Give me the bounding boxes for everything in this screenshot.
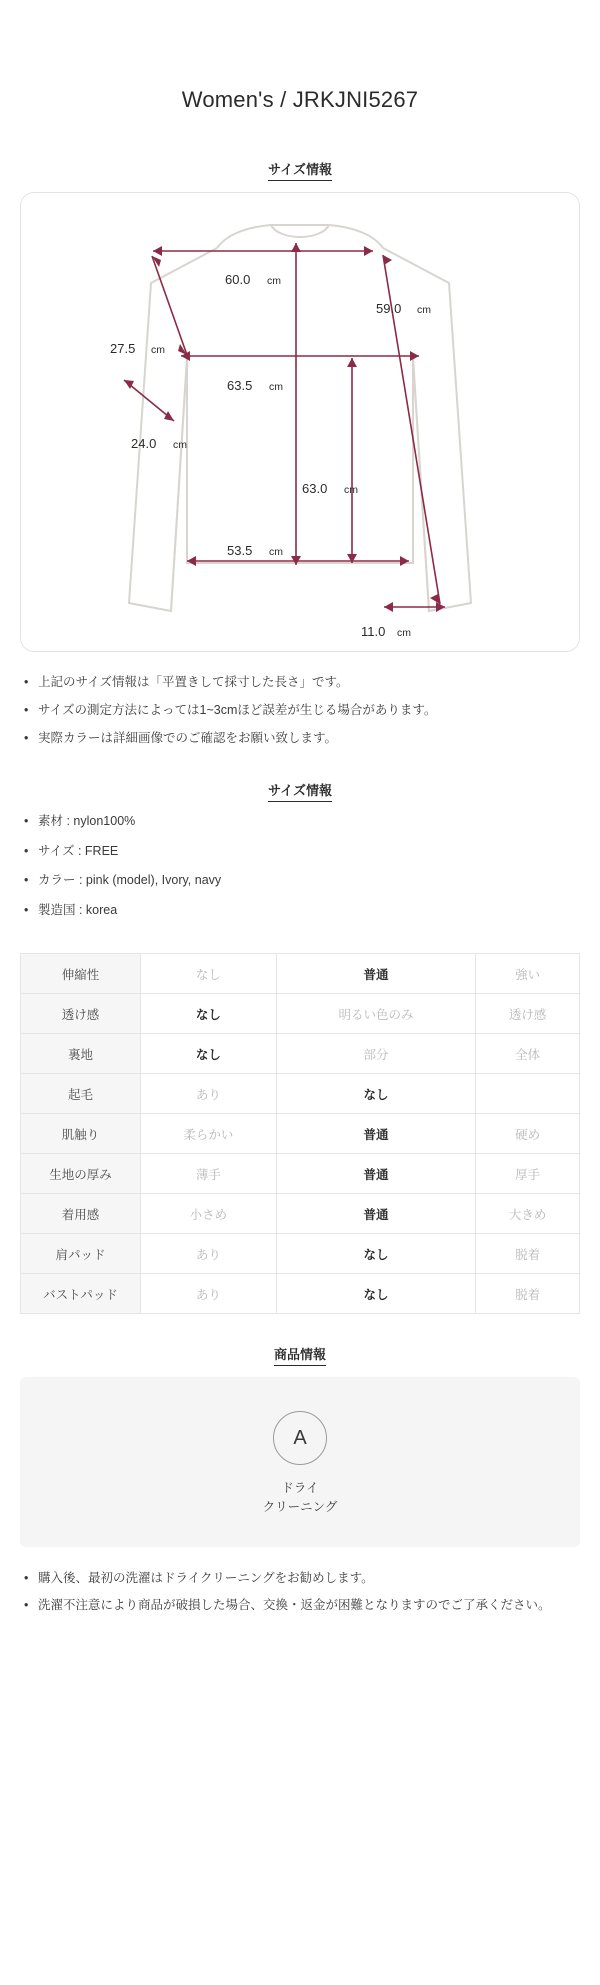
spec-option: あり <box>141 1074 277 1114</box>
dim-cuff-unit: cm <box>397 627 411 640</box>
table-row <box>21 954 580 994</box>
spec-row-label: 透け感 <box>21 994 141 1034</box>
table-row <box>21 1274 580 1314</box>
spec-option: 強い <box>476 954 580 994</box>
dim-hem-value: 53.5 <box>227 543 253 559</box>
spec-option: 普通 <box>276 1154 476 1194</box>
list-item: • 洗濯不注意により商品が破損した場合、交換・返金が困難となりますのでご了承ください。 <box>20 1596 580 1615</box>
page-root <box>0 15 600 1664</box>
list-item: • 製造国 : korea <box>20 902 580 920</box>
spec-row-label: 起毛 <box>21 1074 141 1114</box>
table-row <box>21 994 580 1034</box>
dimension-labels <box>110 272 431 639</box>
page-title: Women's / JRKJNI5267 <box>181 86 419 112</box>
list-item: • 実際カラーは詳細画像でのご確認をお願い致します。 <box>20 730 580 747</box>
spec-option: 明るい色のみ <box>276 994 476 1034</box>
size-section-heading-text: サイズ情報 <box>268 162 332 181</box>
detail-section-heading-text: サイズ情報 <box>268 783 332 802</box>
spec-row-label: 着用感 <box>21 1194 141 1234</box>
spec-option: 普通 <box>276 1114 476 1154</box>
detail-section-heading <box>20 758 580 813</box>
spec-row-label: 生地の厚み <box>21 1154 141 1194</box>
spec-option: 小さめ <box>141 1194 277 1234</box>
spec-row-label: バストパッド <box>21 1274 141 1314</box>
spec-row-label: 裏地 <box>21 1034 141 1074</box>
size-section-heading <box>20 137 580 192</box>
list-item: • サイズ : FREE <box>20 843 580 861</box>
detail-info-list <box>20 813 580 945</box>
table-row <box>21 1194 580 1234</box>
spec-row-label: 肌触り <box>21 1114 141 1154</box>
product-info-heading-text: 商品情報 <box>274 1347 326 1366</box>
care-label-line1: ドライ <box>281 1481 319 1496</box>
spec-option: 厚手 <box>476 1154 580 1194</box>
list-item: • 上記のサイズ情報は「平置きして採寸した長さ」です。 <box>20 674 580 691</box>
spec-option: なし <box>276 1074 476 1114</box>
dim-shoulder-value: 60.0 <box>225 272 251 288</box>
spec-option: なし <box>141 1034 277 1074</box>
dim-length-unit: cm <box>344 484 358 497</box>
table-row <box>21 1074 580 1114</box>
dim-chest-value: 63.5 <box>227 378 253 394</box>
table-row <box>21 1114 580 1154</box>
table-row <box>21 1034 580 1074</box>
size-diagram <box>20 192 580 652</box>
dim-armhole-value: 27.5 <box>110 341 136 357</box>
dim-length-value: 63.0 <box>302 481 328 497</box>
list-item: • 素材 : nylon100% <box>20 813 580 831</box>
care-label <box>20 1479 580 1517</box>
list-item: • 購入後、最初の洗濯はドライクリーニングをお勧めします。 <box>20 1569 580 1588</box>
garment-outline <box>129 225 471 611</box>
care-instruction-box <box>20 1377 580 1547</box>
spec-option: 硬め <box>476 1114 580 1154</box>
spec-option: 普通 <box>276 1194 476 1234</box>
table-row <box>21 1154 580 1194</box>
circle-a-icon-letter: A <box>293 1426 307 1449</box>
garment-diagram-svg <box>21 193 579 651</box>
dim-upper-sleeve-value: 24.0 <box>131 436 157 452</box>
product-info-heading <box>20 1322 580 1377</box>
spec-option: なし <box>276 1274 476 1314</box>
circle-a-icon <box>273 1411 327 1465</box>
spec-option: あり <box>141 1274 277 1314</box>
spec-option: なし <box>141 954 277 994</box>
size-notes-list <box>20 670 580 747</box>
care-footnotes-list <box>20 1563 580 1665</box>
spec-option: 部分 <box>276 1034 476 1074</box>
spec-option: 大きめ <box>476 1194 580 1234</box>
spec-option: 柔らかい <box>141 1114 277 1154</box>
dim-sleeve-unit: cm <box>417 304 431 317</box>
spec-option: 透け感 <box>476 994 580 1034</box>
dim-shoulder-unit: cm <box>267 275 281 288</box>
dim-cuff-value: 11.0 <box>361 624 386 640</box>
spec-option <box>476 1074 580 1114</box>
spec-option: なし <box>141 994 277 1034</box>
spec-option: なし <box>276 1234 476 1274</box>
dim-sleeve-value: 59.0 <box>376 301 402 317</box>
dim-hem-unit: cm <box>269 546 283 559</box>
list-item: • カラー : pink (model), Ivory, navy <box>20 872 580 890</box>
list-item: • サイズの測定方法によっては1~3cmほど誤差が生じる場合があります。 <box>20 702 580 719</box>
spec-row-label: 肩パッド <box>21 1234 141 1274</box>
care-label-line2: クリーニング <box>262 1499 338 1514</box>
spec-option: 薄手 <box>141 1154 277 1194</box>
dim-chest-unit: cm <box>269 381 283 394</box>
spec-row-label: 伸縮性 <box>21 954 141 994</box>
table-row <box>21 1234 580 1274</box>
spec-option: 脱着 <box>476 1274 580 1314</box>
dim-armhole-unit: cm <box>151 344 165 357</box>
spec-option: 普通 <box>276 954 476 994</box>
spec-option: あり <box>141 1234 277 1274</box>
spec-option: 全体 <box>476 1034 580 1074</box>
spec-option: 脱着 <box>476 1234 580 1274</box>
dim-upper-sleeve-unit: cm <box>173 439 187 452</box>
dimension-lines <box>124 243 445 612</box>
spec-table <box>20 953 580 1314</box>
